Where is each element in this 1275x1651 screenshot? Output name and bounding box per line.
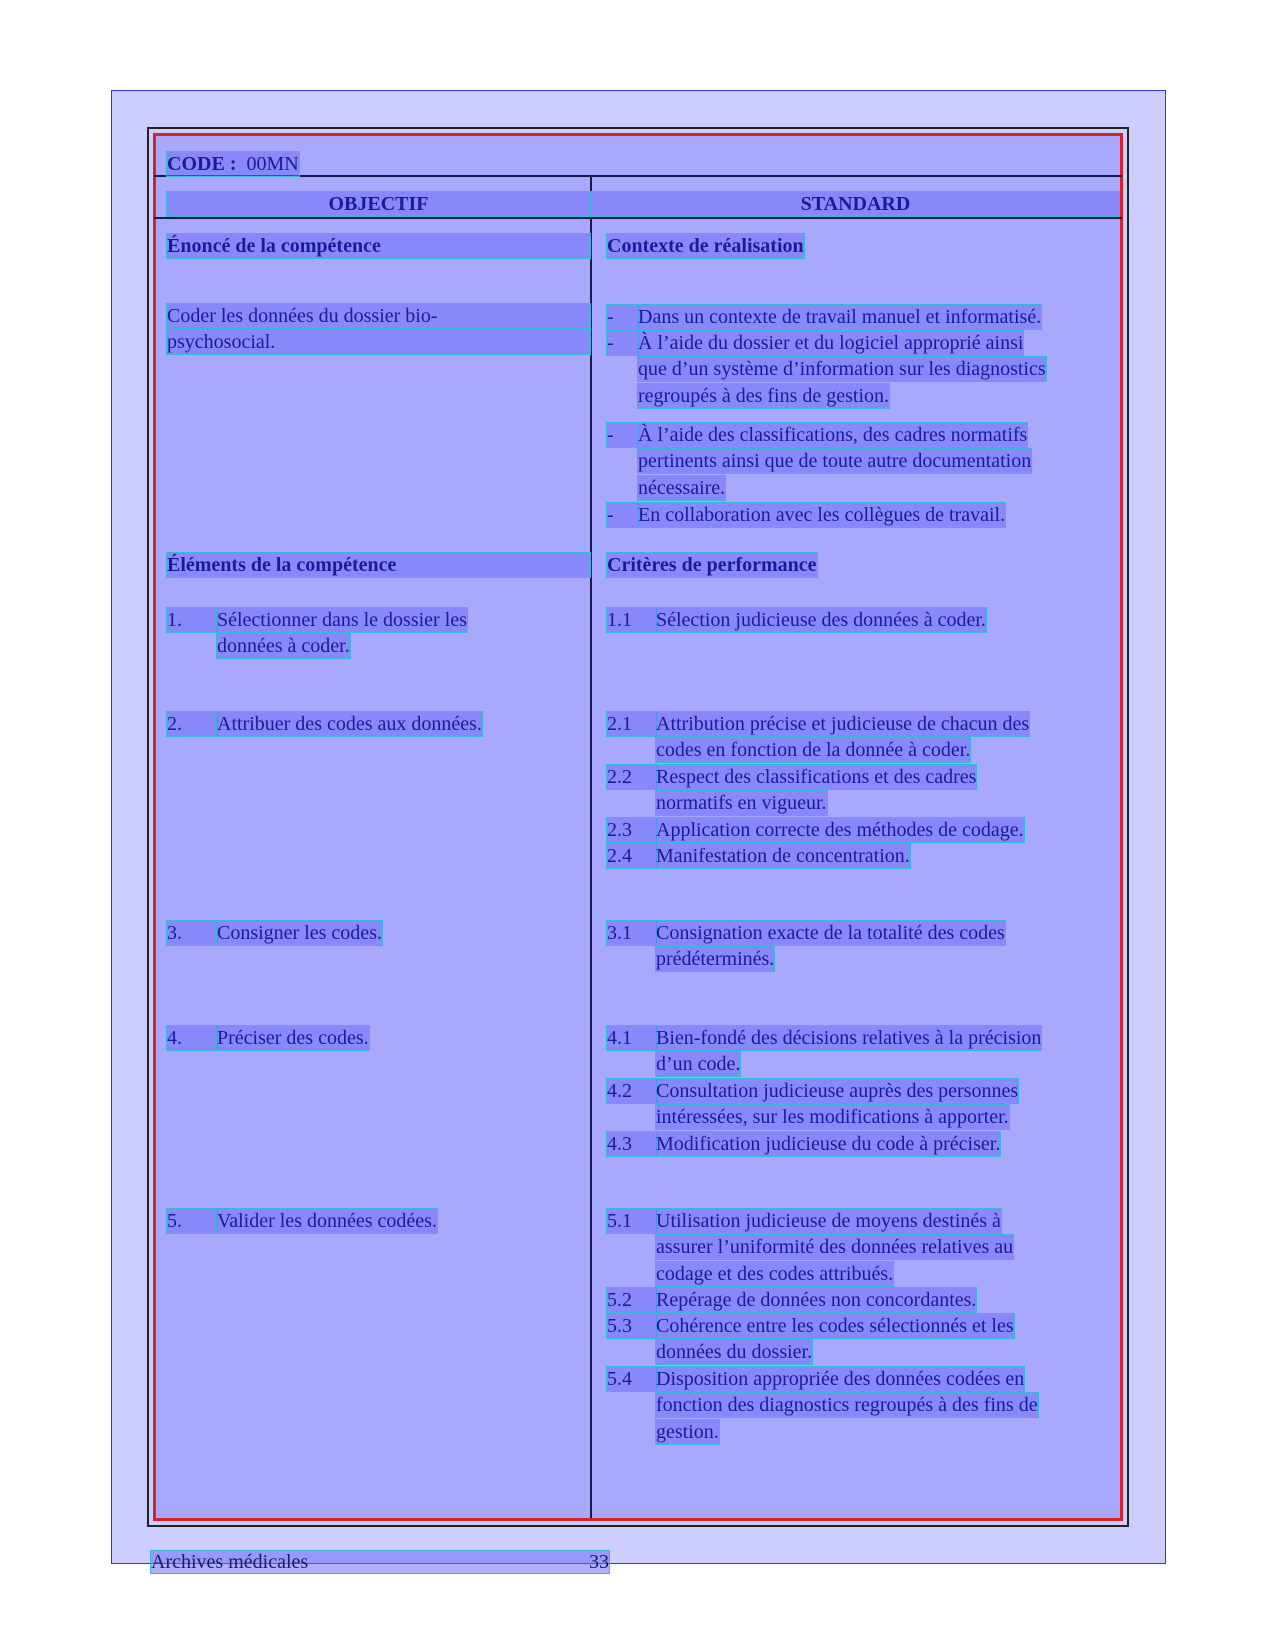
critere-item-text-line: Repérage de données non concordantes. xyxy=(656,1289,977,1311)
element-item-number: 2. xyxy=(167,712,217,736)
critere-item-number: 1.1 xyxy=(607,608,656,632)
element-item-text-line: Préciser des codes. xyxy=(217,1027,369,1049)
enonce-heading: Énoncé de la compétence xyxy=(167,234,590,258)
critere-item-text-line: fonction des diagnostics regroupés à des fins de xyxy=(656,1394,1038,1417)
contexte-item-number: - xyxy=(607,305,638,329)
critere-item-text-line: Sélection judicieuse des données à coder. xyxy=(656,609,986,631)
column-header-objectif: OBJECTIF xyxy=(167,192,590,216)
critere-item-text-line: données du dossier. xyxy=(656,1341,813,1364)
contexte-item-text-line: regroupés à des fins de gestion. xyxy=(638,384,890,407)
critere-item-text-line: Cohérence entre les codes sélectionnés et les xyxy=(656,1315,1014,1337)
code-label: CODE : xyxy=(167,153,237,175)
critere-item-text-line: Utilisation judicieuse de moyens destinés à xyxy=(656,1210,1001,1232)
column-header-standard: STANDARD xyxy=(592,192,1119,216)
critere-item-number: 5.3 xyxy=(607,1314,656,1338)
critere-item-text-line: prédéterminés. xyxy=(656,948,775,971)
contexte-item-text-line: Dans un contexte de travail manuel et informatisé. xyxy=(638,306,1042,328)
column-divider xyxy=(590,175,592,1518)
critere-item-text-line: gestion. xyxy=(656,1420,719,1443)
contexte-item-text-line: que d’un système d’information sur les diagnostics xyxy=(638,358,1046,381)
critere-item-text-line: Application correcte des méthodes de codage. xyxy=(656,819,1024,841)
elements-heading: Éléments de la compétence xyxy=(167,553,590,577)
code-line xyxy=(167,152,299,176)
enonce-text-line1: Coder les données du dossier bio- xyxy=(167,304,590,328)
critere-item-text-line: assurer l’uniformité des données relatives au xyxy=(656,1236,1014,1259)
contexte-item-number: - xyxy=(607,331,638,355)
page-number: 33 xyxy=(589,1551,609,1573)
contexte-item-number: - xyxy=(607,503,638,527)
critere-item-text-line: Respect des classifications et des cadres xyxy=(656,766,977,788)
critere-item-text-line: Modification judicieuse du code à préciser. xyxy=(656,1133,1001,1155)
critere-item-text-line: normatifs en vigueur. xyxy=(656,792,827,815)
critere-item-number: 5.2 xyxy=(607,1288,656,1312)
contexte-item-text-line: pertinents ainsi que de toute autre documentation xyxy=(638,450,1032,473)
contexte-item-text-line: En collaboration avec les collègues de travail. xyxy=(638,504,1006,526)
element-item-number: 3. xyxy=(167,921,217,945)
critere-item-number: 4.2 xyxy=(607,1079,656,1103)
critere-item-number: 2.1 xyxy=(607,712,656,736)
element-item-text-line: Consigner les codes. xyxy=(217,922,382,944)
critere-item-number: 2.2 xyxy=(607,765,656,789)
critere-item-number: 4.3 xyxy=(607,1132,656,1156)
contexte-heading: Contexte de réalisation xyxy=(607,235,804,257)
element-item-text-line: Valider les données codées. xyxy=(217,1210,437,1232)
element-item-number: 5. xyxy=(167,1209,217,1233)
element-item-number: 1. xyxy=(167,608,217,632)
contexte-item-number: - xyxy=(607,423,638,447)
element-item-text-line: Attribuer des codes aux données. xyxy=(217,713,482,735)
contexte-item-text-line: nécessaire. xyxy=(638,476,726,499)
code-value: 00MN xyxy=(246,153,299,175)
enonce-text-line2: psychosocial. xyxy=(167,330,590,354)
critere-item-text-line: Bien-fondé des décisions relatives à la précision xyxy=(656,1027,1042,1049)
contexte-item-text-line: À l’aide du dossier et du logiciel approprié ainsi xyxy=(638,332,1024,354)
critere-item-text-line: intéressées, sur les modifications à apporter. xyxy=(656,1106,1009,1129)
element-item-number: 4. xyxy=(167,1026,217,1050)
critere-item-number: 3.1 xyxy=(607,921,656,945)
critere-item-text-line: Consultation judicieuse auprès des personnes xyxy=(656,1080,1019,1102)
critere-item-number: 5.4 xyxy=(607,1367,656,1391)
header-top-rule xyxy=(154,175,1122,177)
header-bottom-rule xyxy=(154,217,1122,219)
critere-item-number: 2.3 xyxy=(607,818,656,842)
critere-item-text-line: Disposition appropriée des données codées en xyxy=(656,1368,1025,1390)
critere-item-text-line: codes en fonction de la donnée à coder. xyxy=(656,739,971,762)
critere-item-number: 2.4 xyxy=(607,844,656,868)
footer xyxy=(151,1551,609,1573)
footer-title: Archives médicales xyxy=(151,1551,309,1573)
critere-item-text-line: Manifestation de concentration. xyxy=(656,845,910,867)
critere-item-text-line: Attribution précise et judicieuse de chacun des xyxy=(656,713,1030,735)
contexte-item-text-line: À l’aide des classifications, des cadres normatifs xyxy=(638,424,1028,446)
critere-item-number: 5.1 xyxy=(607,1209,656,1233)
critere-item-text-line: codage et des codes attribués. xyxy=(656,1262,894,1285)
element-item-text-line: Sélectionner dans le dossier les xyxy=(217,609,467,631)
critere-item-number: 4.1 xyxy=(607,1026,656,1050)
critere-item-text-line: d’un code. xyxy=(656,1053,741,1076)
element-item-text-line: données à coder. xyxy=(217,635,350,658)
critere-item-text-line: Consignation exacte de la totalité des codes xyxy=(656,922,1005,944)
criteres-heading: Critères de performance xyxy=(607,554,817,576)
